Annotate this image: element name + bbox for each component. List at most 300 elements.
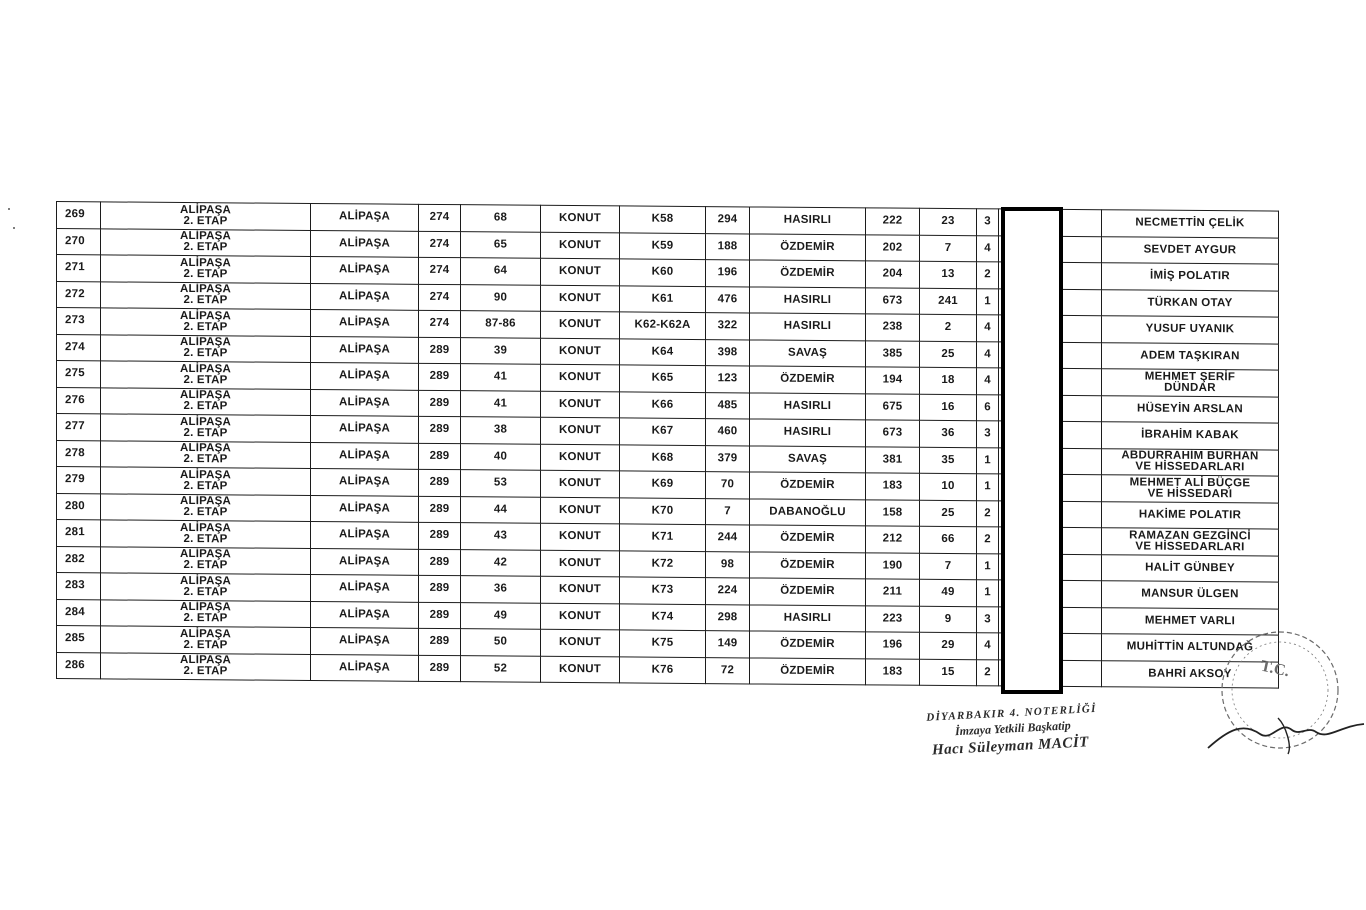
cell-mahalle: ALİPAŞA bbox=[311, 468, 419, 495]
cell-contractor: ÖZDEMİR bbox=[750, 233, 866, 260]
cell-nitelik: KONUT bbox=[541, 285, 620, 312]
cell-parsel: 43 bbox=[461, 523, 541, 550]
cell-parsel: 49 bbox=[461, 602, 541, 629]
cell-nitelik: KONUT bbox=[541, 338, 620, 365]
cell-contractor: HASIRLI bbox=[750, 286, 866, 313]
cell-owner-line: MEHMET ŞERİF bbox=[1144, 370, 1236, 384]
cell-bagimsiz-bolum: 298 bbox=[706, 604, 750, 631]
cell-parsel: 44 bbox=[461, 496, 541, 523]
cell-nitelik: KONUT bbox=[541, 576, 620, 603]
cell-ada: 289 bbox=[419, 390, 461, 417]
cell-value-c: 1 bbox=[977, 474, 999, 501]
cell-etap-line: 2. ETAP bbox=[183, 479, 228, 493]
cell-value-c: 2 bbox=[977, 500, 999, 527]
cell-blok: K59 bbox=[620, 232, 706, 259]
cell-value-a: 190 bbox=[866, 552, 920, 579]
cell-etap-line: 2. ETAP bbox=[183, 214, 228, 228]
cell-owner bbox=[1102, 395, 1279, 423]
cell-owner bbox=[1102, 342, 1279, 370]
cell-owner-line: RAMAZAN GEZGİNCİ bbox=[1129, 529, 1251, 543]
cell-owner-line: TÜRKAN OTAY bbox=[1147, 296, 1233, 309]
cell-etap-line: ALİPAŞA bbox=[179, 283, 232, 296]
cell-blok: K73 bbox=[620, 577, 706, 604]
cell-nitelik: KONUT bbox=[541, 417, 620, 444]
cell-value-c: 4 bbox=[977, 368, 999, 395]
cell-mahalle: ALİPAŞA bbox=[311, 601, 419, 628]
cell-row-number: 276 bbox=[57, 387, 101, 414]
cell-value-c: 3 bbox=[977, 606, 999, 633]
cell-blok: K76 bbox=[620, 656, 706, 683]
cell-ada: 274 bbox=[419, 231, 461, 258]
cell-etap-line: ALİPAŞA bbox=[179, 230, 232, 243]
cell-owner bbox=[1102, 581, 1279, 609]
cell-etap bbox=[101, 652, 311, 680]
cell-value-a: 211 bbox=[866, 579, 920, 606]
cell-parsel: 38 bbox=[461, 417, 541, 444]
cell-value-c: 4 bbox=[977, 633, 999, 660]
cell-etap-line: 2. ETAP bbox=[183, 347, 228, 360]
cell-etap-line: 2. ETAP bbox=[183, 612, 228, 625]
redaction-box bbox=[1001, 207, 1063, 694]
cell-bagimsiz-bolum: 123 bbox=[706, 366, 750, 393]
cell-owner bbox=[1102, 210, 1279, 238]
cell-value-b: 15 bbox=[920, 659, 977, 686]
cell-contractor: ÖZDEMİR bbox=[750, 657, 866, 684]
notary-role: İmzaya Yetkili Başkatip bbox=[954, 718, 1072, 739]
cell-etap-line: ALİPAŞA bbox=[179, 203, 232, 217]
cell-owner-line: MEHMET VARLI bbox=[1144, 614, 1236, 628]
cell-value-b: 2 bbox=[920, 314, 977, 341]
cell-value-b: 36 bbox=[920, 420, 977, 447]
cell-value-c: 4 bbox=[977, 341, 999, 368]
cell-value-b: 23 bbox=[920, 208, 977, 235]
cell-value-a: 673 bbox=[866, 287, 920, 314]
cell-bagimsiz-bolum: 398 bbox=[706, 339, 750, 366]
cell-ada: 289 bbox=[419, 416, 461, 443]
scan-speck bbox=[8, 208, 10, 210]
cell-value-a: 194 bbox=[866, 367, 920, 394]
cell-contractor: HASIRLI bbox=[750, 392, 866, 419]
cell-owner bbox=[1102, 475, 1279, 503]
cell-blok: K71 bbox=[620, 524, 706, 551]
cell-etap-line: ALİPAŞA bbox=[179, 389, 232, 402]
cell-nitelik: KONUT bbox=[541, 311, 620, 338]
cell-blok: K67 bbox=[620, 418, 706, 445]
cell-ada: 289 bbox=[419, 363, 461, 390]
cell-bagimsiz-bolum: 196 bbox=[706, 260, 750, 287]
cell-etap-line: 2. ETAP bbox=[183, 532, 228, 546]
cell-value-b: 7 bbox=[920, 235, 977, 262]
cell-value-a: 385 bbox=[866, 340, 920, 367]
cell-etap bbox=[101, 599, 311, 627]
cell-etap bbox=[101, 308, 311, 336]
cell-etap bbox=[101, 546, 311, 574]
cell-value-a: 673 bbox=[866, 420, 920, 447]
cell-bagimsiz-bolum: 149 bbox=[706, 631, 750, 658]
scan-speck bbox=[13, 227, 15, 229]
cell-value-b: 241 bbox=[920, 288, 977, 315]
cell-row-number: 273 bbox=[57, 308, 101, 335]
stamp-text: T.C. bbox=[1258, 657, 1291, 681]
cell-parsel: 53 bbox=[461, 470, 541, 497]
cell-nitelik: KONUT bbox=[541, 497, 620, 524]
cell-owner-line: HAKİME POLATIR bbox=[1138, 508, 1242, 522]
cell-etap bbox=[101, 202, 311, 230]
cell-mahalle: ALİPAŞA bbox=[311, 230, 419, 257]
cell-bagimsiz-bolum: 476 bbox=[706, 286, 750, 313]
cell-value-c: 2 bbox=[977, 262, 999, 289]
cell-blok: K61 bbox=[620, 285, 706, 312]
cell-contractor: ÖZDEMİR bbox=[750, 366, 866, 393]
cell-etap bbox=[101, 573, 311, 601]
cell-value-b: 7 bbox=[920, 553, 977, 580]
cell-parsel: 65 bbox=[461, 231, 541, 258]
cell-row-number: 282 bbox=[57, 546, 101, 573]
cell-row-number: 274 bbox=[57, 334, 101, 361]
cell-etap bbox=[101, 520, 311, 548]
cell-value-a: 212 bbox=[866, 526, 920, 553]
cell-bagimsiz-bolum: 98 bbox=[706, 551, 750, 578]
cell-owner bbox=[1102, 236, 1279, 264]
cell-nitelik: KONUT bbox=[541, 444, 620, 471]
cell-parsel: 50 bbox=[461, 629, 541, 656]
cell-contractor: DABANOĞLU bbox=[750, 498, 866, 525]
cell-row-number: 269 bbox=[57, 202, 101, 229]
cell-contractor: SAVAŞ bbox=[750, 445, 866, 472]
cell-owner-line: MANSUR ÜLGEN bbox=[1141, 587, 1239, 601]
cell-bagimsiz-bolum: 485 bbox=[706, 392, 750, 419]
notary-office: DİYARBAKIR 4. NOTERLİĞİ bbox=[925, 702, 1097, 724]
cell-row-number: 285 bbox=[57, 626, 101, 653]
cell-mahalle: ALİPAŞA bbox=[311, 283, 419, 310]
cell-nitelik: KONUT bbox=[541, 550, 620, 577]
cell-value-a: 158 bbox=[866, 499, 920, 526]
cell-nitelik: KONUT bbox=[541, 470, 620, 497]
cell-value-a: 381 bbox=[866, 446, 920, 473]
cell-owner-line: VE HİSSEDARI bbox=[1147, 487, 1233, 500]
cell-mahalle: ALİPAŞA bbox=[311, 203, 419, 230]
cell-row-number: 275 bbox=[57, 361, 101, 388]
cell-etap-line: 2. ETAP bbox=[183, 267, 228, 281]
cell-etap-line: ALİPAŞA bbox=[179, 574, 232, 588]
cell-ada: 274 bbox=[419, 257, 461, 284]
cell-blok: K60 bbox=[620, 259, 706, 286]
cell-owner bbox=[1102, 422, 1279, 450]
cell-owner bbox=[1102, 369, 1279, 397]
cell-parsel: 90 bbox=[461, 284, 541, 311]
cell-owner-line: SEVDET AYGUR bbox=[1143, 243, 1237, 257]
cell-mahalle: ALİPAŞA bbox=[311, 495, 419, 522]
cell-bagimsiz-bolum: 244 bbox=[706, 525, 750, 552]
cell-mahalle: ALİPAŞA bbox=[311, 389, 419, 416]
cell-etap-line: 2. ETAP bbox=[183, 638, 228, 652]
cell-row-number: 279 bbox=[57, 467, 101, 494]
cell-etap-line: ALİPAŞA bbox=[179, 256, 232, 270]
cell-etap-line: ALİPAŞA bbox=[179, 309, 232, 323]
cell-value-b: 66 bbox=[920, 526, 977, 553]
cell-owner bbox=[1102, 554, 1279, 582]
cell-ada: 274 bbox=[419, 204, 461, 231]
cell-owner-line: VE HİSSEDARLARI bbox=[1135, 460, 1245, 474]
cell-row-number: 286 bbox=[57, 652, 101, 679]
cell-blok: K66 bbox=[620, 391, 706, 418]
cell-bagimsiz-bolum: 460 bbox=[706, 419, 750, 446]
cell-value-b: 29 bbox=[920, 632, 977, 659]
cell-value-b: 49 bbox=[920, 579, 977, 606]
cell-value-c: 1 bbox=[977, 447, 999, 474]
cell-blok: K65 bbox=[620, 365, 706, 392]
cell-value-a: 222 bbox=[866, 208, 920, 235]
cell-nitelik: KONUT bbox=[541, 523, 620, 550]
cell-owner-line: İBRAHİM KABAK bbox=[1141, 428, 1239, 442]
cell-bagimsiz-bolum: 72 bbox=[706, 657, 750, 684]
cell-ada: 289 bbox=[419, 337, 461, 364]
cell-row-number: 283 bbox=[57, 573, 101, 600]
cell-owner-line: ABDURRAHİM BURHAN bbox=[1121, 449, 1259, 463]
cell-owner bbox=[1102, 501, 1279, 529]
cell-etap-line: ALİPAŞA bbox=[179, 415, 232, 429]
cell-owner-line: ADEM TAŞKIRAN bbox=[1140, 349, 1240, 363]
cell-row-number: 270 bbox=[57, 228, 101, 255]
cell-blok: K74 bbox=[620, 603, 706, 630]
cell-ada: 274 bbox=[419, 310, 461, 337]
cell-etap-line: 2. ETAP bbox=[183, 426, 228, 440]
cell-blok: K62-K62A bbox=[620, 312, 706, 339]
cell-ada: 289 bbox=[419, 575, 461, 602]
cell-value-c: 2 bbox=[977, 527, 999, 554]
cell-owner-line: VE HİSSEDARLARI bbox=[1135, 540, 1245, 554]
cell-row-number: 277 bbox=[57, 414, 101, 441]
cell-value-c: 4 bbox=[977, 315, 999, 342]
cell-bagimsiz-bolum: 322 bbox=[706, 313, 750, 340]
cell-owner-line: HÜSEYİN ARSLAN bbox=[1136, 402, 1243, 416]
cell-blok: K64 bbox=[620, 338, 706, 365]
cell-value-c: 1 bbox=[977, 580, 999, 607]
notary-name: Hacı Süleyman MACİT bbox=[931, 734, 1090, 759]
cell-etap bbox=[101, 255, 311, 283]
cell-nitelik: KONUT bbox=[541, 364, 620, 391]
cell-etap bbox=[101, 440, 311, 468]
cell-owner-line: DÜNDAR bbox=[1164, 381, 1216, 394]
cell-value-c: 1 bbox=[977, 288, 999, 315]
cell-value-a: 238 bbox=[866, 314, 920, 341]
cell-etap-line: 2. ETAP bbox=[183, 320, 228, 334]
cell-nitelik: KONUT bbox=[541, 656, 620, 683]
cell-ada: 289 bbox=[419, 602, 461, 629]
cell-parsel: 64 bbox=[461, 258, 541, 285]
cell-ada: 289 bbox=[419, 628, 461, 655]
cell-etap-line: 2. ETAP bbox=[183, 559, 228, 572]
cell-blok: K72 bbox=[620, 550, 706, 577]
cell-etap-line: ALİPAŞA bbox=[179, 442, 232, 455]
cell-row-number: 280 bbox=[57, 493, 101, 520]
cell-bagimsiz-bolum: 7 bbox=[706, 498, 750, 525]
cell-contractor: ÖZDEMİR bbox=[750, 551, 866, 578]
cell-etap bbox=[101, 281, 311, 309]
cell-mahalle: ALİPAŞA bbox=[311, 654, 419, 681]
cell-contractor: HASIRLI bbox=[750, 207, 866, 234]
cell-contractor: ÖZDEMİR bbox=[750, 631, 866, 658]
cell-row-number: 271 bbox=[57, 255, 101, 282]
cell-bagimsiz-bolum: 379 bbox=[706, 445, 750, 472]
cell-owner-line: YUSUF UYANIK bbox=[1145, 322, 1235, 336]
cell-contractor: HASIRLI bbox=[750, 313, 866, 340]
cell-etap bbox=[101, 493, 311, 521]
cell-owner bbox=[1102, 448, 1279, 476]
cell-bagimsiz-bolum: 70 bbox=[706, 472, 750, 499]
cell-etap bbox=[101, 228, 311, 256]
notary-signature-block bbox=[922, 699, 1164, 759]
cell-bagimsiz-bolum: 294 bbox=[706, 207, 750, 234]
cell-value-b: 13 bbox=[920, 261, 977, 288]
cell-value-b: 18 bbox=[920, 367, 977, 394]
signature-tail-icon bbox=[1278, 718, 1289, 754]
cell-value-a: 204 bbox=[866, 261, 920, 288]
cell-etap bbox=[101, 334, 311, 362]
cell-owner bbox=[1102, 263, 1279, 291]
cell-etap-line: ALİPAŞA bbox=[179, 654, 232, 667]
cell-value-a: 223 bbox=[866, 605, 920, 632]
cell-etap-line: 2. ETAP bbox=[183, 665, 228, 678]
cell-parsel: 52 bbox=[461, 655, 541, 682]
cell-owner-line: MEHMET ALİ BÜÇGE bbox=[1129, 476, 1251, 490]
cell-ada: 289 bbox=[419, 549, 461, 576]
cell-parsel: 68 bbox=[461, 205, 541, 232]
cell-etap-line: 2. ETAP bbox=[183, 294, 228, 307]
cell-mahalle: ALİPAŞA bbox=[311, 309, 419, 336]
cell-value-c: 3 bbox=[977, 209, 999, 236]
cell-parsel: 41 bbox=[461, 364, 541, 391]
cell-contractor: ÖZDEMİR bbox=[750, 525, 866, 552]
cell-blok: K58 bbox=[620, 206, 706, 233]
cell-owner-line: MUHİTTİN ALTUNDAĞ bbox=[1126, 640, 1254, 654]
cell-value-c: 2 bbox=[977, 659, 999, 686]
cell-value-b: 35 bbox=[920, 447, 977, 474]
cell-value-c: 6 bbox=[977, 394, 999, 421]
registry-table-body bbox=[57, 202, 1279, 689]
cell-blok: K68 bbox=[620, 444, 706, 471]
cell-bagimsiz-bolum: 188 bbox=[706, 233, 750, 260]
cell-owner-line: NECMETTİN ÇELİK bbox=[1135, 216, 1245, 230]
cell-blok: K75 bbox=[620, 630, 706, 657]
cell-etap-line: ALİPAŞA bbox=[179, 495, 232, 508]
cell-nitelik: KONUT bbox=[541, 205, 620, 232]
cell-parsel: 87-86 bbox=[461, 311, 541, 338]
cell-etap-line: ALİPAŞA bbox=[179, 627, 232, 641]
cell-etap-line: 2. ETAP bbox=[183, 585, 228, 599]
cell-owner-line: İMİŞ POLATIR bbox=[1149, 269, 1231, 283]
cell-value-c: 1 bbox=[977, 553, 999, 580]
cell-value-c: 3 bbox=[977, 421, 999, 448]
cell-etap bbox=[101, 467, 311, 495]
cell-blok: K69 bbox=[620, 471, 706, 498]
cell-mahalle: ALİPAŞA bbox=[311, 548, 419, 575]
cell-owner bbox=[1102, 528, 1279, 556]
cell-value-b: 25 bbox=[920, 341, 977, 368]
cell-nitelik: KONUT bbox=[541, 603, 620, 630]
cell-contractor: HASIRLI bbox=[750, 419, 866, 446]
cell-value-b: 25 bbox=[920, 500, 977, 527]
cell-owner-line: HALİT GÜNBEY bbox=[1145, 561, 1235, 575]
cell-row-number: 278 bbox=[57, 440, 101, 467]
cell-value-a: 202 bbox=[866, 234, 920, 261]
cell-ada: 289 bbox=[419, 522, 461, 549]
cell-contractor: SAVAŞ bbox=[750, 339, 866, 366]
cell-mahalle: ALİPAŞA bbox=[311, 415, 419, 442]
cell-etap bbox=[101, 626, 311, 654]
cell-contractor: ÖZDEMİR bbox=[750, 472, 866, 499]
cell-etap bbox=[101, 414, 311, 442]
cell-ada: 274 bbox=[419, 284, 461, 311]
cell-etap-line: ALİPAŞA bbox=[179, 521, 232, 535]
cell-mahalle: ALİPAŞA bbox=[311, 521, 419, 548]
cell-mahalle: ALİPAŞA bbox=[311, 574, 419, 601]
notary-seal-stamp bbox=[1168, 630, 1366, 770]
cell-etap-line: 2. ETAP bbox=[183, 241, 228, 254]
cell-mahalle: ALİPAŞA bbox=[311, 362, 419, 389]
cell-owner-line: BAHRİ AKSOY bbox=[1148, 667, 1232, 680]
cell-contractor: HASIRLI bbox=[750, 604, 866, 631]
cell-nitelik: KONUT bbox=[541, 629, 620, 656]
cell-contractor: ÖZDEMİR bbox=[750, 260, 866, 287]
cell-value-a: 196 bbox=[866, 632, 920, 659]
signature-scribble-icon bbox=[1208, 724, 1364, 748]
cell-ada: 289 bbox=[419, 443, 461, 470]
cell-etap-line: ALİPAŞA bbox=[179, 336, 232, 349]
cell-mahalle: ALİPAŞA bbox=[311, 256, 419, 283]
cell-etap-line: ALİPAŞA bbox=[179, 362, 232, 376]
cell-nitelik: KONUT bbox=[541, 232, 620, 259]
cell-etap-line: ALİPAŞA bbox=[179, 468, 232, 482]
cell-row-number: 281 bbox=[57, 520, 101, 547]
cell-value-b: 10 bbox=[920, 473, 977, 500]
cell-etap-line: 2. ETAP bbox=[183, 506, 228, 519]
cell-ada: 289 bbox=[419, 655, 461, 682]
cell-contractor: ÖZDEMİR bbox=[750, 578, 866, 605]
cell-etap-line: 2. ETAP bbox=[183, 373, 228, 387]
cell-value-a: 183 bbox=[866, 473, 920, 500]
cell-blok: K70 bbox=[620, 497, 706, 524]
cell-value-c: 4 bbox=[977, 235, 999, 262]
cell-parsel: 41 bbox=[461, 390, 541, 417]
cell-parsel: 42 bbox=[461, 549, 541, 576]
cell-etap bbox=[101, 387, 311, 415]
cell-etap bbox=[101, 361, 311, 389]
cell-nitelik: KONUT bbox=[541, 391, 620, 418]
cell-etap-line: ALİPAŞA bbox=[179, 548, 232, 561]
cell-mahalle: ALİPAŞA bbox=[311, 336, 419, 363]
cell-parsel: 39 bbox=[461, 337, 541, 364]
cell-ada: 289 bbox=[419, 496, 461, 523]
cell-row-number: 272 bbox=[57, 281, 101, 308]
cell-etap-line: ALİPAŞA bbox=[179, 601, 232, 614]
cell-nitelik: KONUT bbox=[541, 258, 620, 285]
cell-value-b: 16 bbox=[920, 394, 977, 421]
cell-mahalle: ALİPAŞA bbox=[311, 442, 419, 469]
cell-value-a: 675 bbox=[866, 393, 920, 420]
cell-mahalle: ALİPAŞA bbox=[311, 627, 419, 654]
cell-bagimsiz-bolum: 224 bbox=[706, 578, 750, 605]
registry-table bbox=[56, 201, 1279, 689]
cell-value-a: 183 bbox=[866, 658, 920, 685]
cell-etap-line: 2. ETAP bbox=[183, 453, 228, 466]
cell-parsel: 40 bbox=[461, 443, 541, 470]
cell-parsel: 36 bbox=[461, 576, 541, 603]
cell-value-b: 9 bbox=[920, 606, 977, 633]
cell-owner bbox=[1102, 289, 1279, 317]
cell-etap-line: 2. ETAP bbox=[183, 400, 228, 413]
registry-table-container bbox=[56, 201, 1279, 689]
